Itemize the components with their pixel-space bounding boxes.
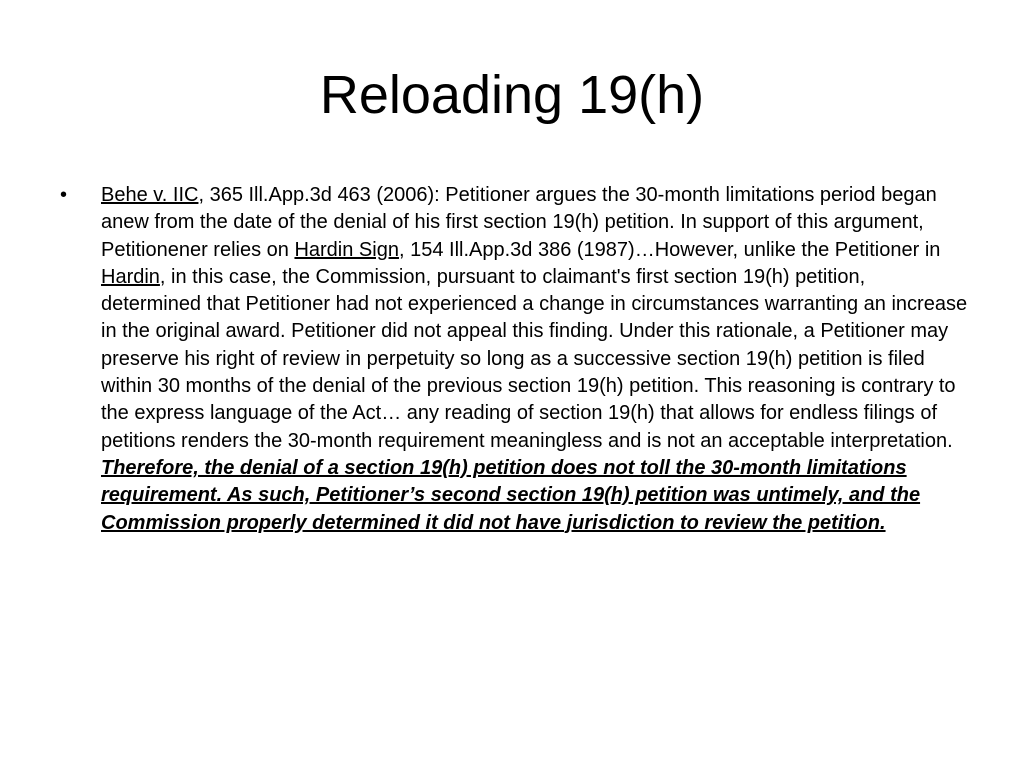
- body-text-part-1: , 365 Ill.App.3d 463 (2006): Petitioner argues the 30-month limitations period began anew from the date of the denial of his first section 19(h) petition. In support of this argument, Petitionener relies on: [101, 184, 937, 261]
- body-text-part-3: , in this case, the Commission, pursuant to claimant's first section 19(h) petition, determined that Petitioner had not experienced a change in circumstances warranting an increase in the original award. Petitioner did not appeal this finding. Under this rationale, a Petitioner may preserve his right of review in perpetuity so long as a successive section 19(h) petition is filed within 30 months of the denial of the previous section 19(h) petition. This reasoning is contrary to the express language of the Act… any reading of section 19(h) that allows for endless filings of petitions renders the 30-month requirement meaningless and is not an acceptable interpretation.: [101, 265, 968, 452]
- case-citation-hardin-sign: Hardin Sign: [294, 238, 399, 261]
- case-citation-behe: Behe v. IIC: [101, 184, 199, 206]
- bullet-item: [60, 182, 970, 537]
- bullet-point-icon: •: [60, 184, 68, 206]
- slide-body: [60, 182, 970, 537]
- body-text-part-2: , 154 Ill.App.3d 386 (1987)…However, unlike the Petitioner in: [398, 238, 941, 261]
- holding-text: Therefore, the denial of a section 19(h) petition does not toll the 30-month limitations requirement. As such, Petitioner’s second section 19(h) petition was untimely, and the Commission properly determined it did not have jurisdiction to review the petition.: [101, 456, 921, 534]
- slide-title: Reloading 19(h): [319, 65, 705, 125]
- case-citation-hardin: Hardin: [101, 265, 160, 288]
